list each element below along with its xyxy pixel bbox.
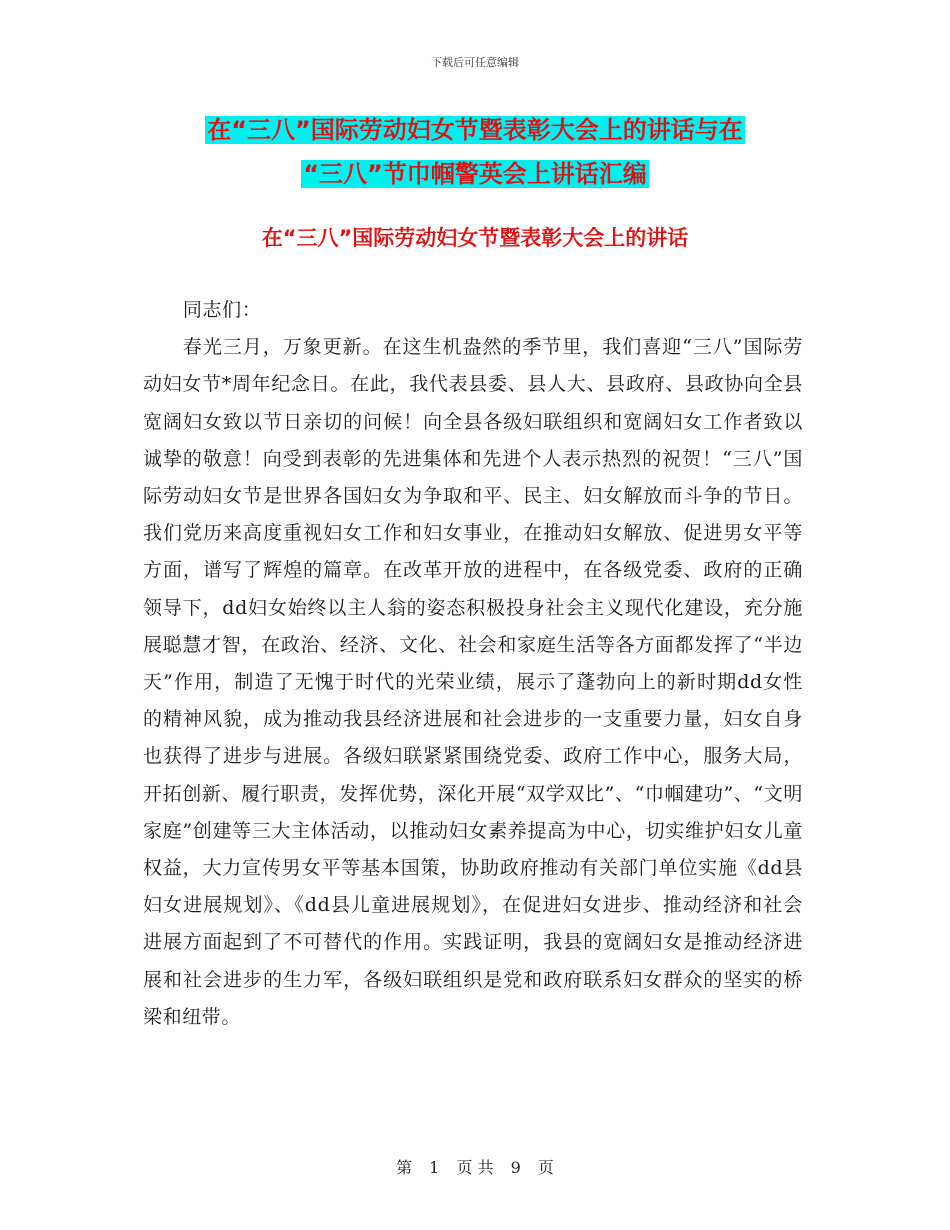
document-title-line1: 在“三八”国际劳动妇女节暨表彰大会上的讲话与在 (207, 116, 743, 144)
section-title: 在“三八”国际劳动妇女节暨表彰大会上的讲话 (261, 226, 689, 250)
footer-prefix: 第 (396, 1158, 413, 1177)
page-total: 9 (510, 1158, 521, 1177)
salutation: 同志们： (182, 299, 262, 321)
footer-suffix: 页 (537, 1158, 554, 1177)
body-paragraph: 春光三月，万象更新。在这生机盎然的季节里，我们喜迎“三八”国际劳动妇女节*周年纪念日。在此，我代表县委、县人大、县政府、县政协向全县宽阔妇女致以节日亲切的问候！向全县各级妇联组织和宽阔妇女工作者致以诚挚的敬意！向受到表彰的先进集体和先进个人表示热烈的祝贺！“三八”国际劳动妇女节是世界各国妇女为争取和平、民主、妇女解放而斗争的节日。我们党历来高度重视妇女工作和妇女事业，在推动妇女解放、促进男女平等方面，谱写了辉煌的篇章。在改革开放的进程中，在各级党委、政府的正确领导下，dd妇女始终以主人翁的姿态积极投身社会主义现代化建设，充分施展聪慧才智，在政治、经济、文化、社会和家庭生活等各方面都发挥了“半边天”作用，制造了无愧于时代的光荣业绩，展示了蓬勃向上的新时期dd女性的精神风貌，成为推动我县经济进展和社会进步的一支重要力量，妇女自身也获得了进步与进展。各级妇联紧紧围绕党委、政府工作中心，服务大局，开拓创新、履行职责，发挥优势，深化开展“双学双比”、“巾帼建功”、“文明家庭”创建等三大主体活动，以推动妇女素养提高为中心，切实维护妇女儿童权益，大力宣传男女平等基本国策，协助政府推动有关部门单位实施《dd县妇女进展规划》、《dd县儿童进展规划》，在促进妇女进步、推动经济和社会进展方面起到了不可替代的作用。实践证明，我县的宽阔妇女是推动经济进展和社会进步的生力军，各级妇联组织是党和政府联系妇女群众的坚实的桥梁和纽带。 (143, 336, 803, 1028)
page-footer (0, 1155, 950, 1178)
header-note: 下载后可任意编辑 (431, 56, 519, 69)
document-body (143, 292, 803, 1036)
page-number: 1 (429, 1158, 440, 1177)
document-title (0, 108, 950, 196)
footer-middle: 页 共 (456, 1158, 494, 1177)
document-title-line2: “三八”节巾帼警英会上讲话汇编 (303, 160, 647, 188)
